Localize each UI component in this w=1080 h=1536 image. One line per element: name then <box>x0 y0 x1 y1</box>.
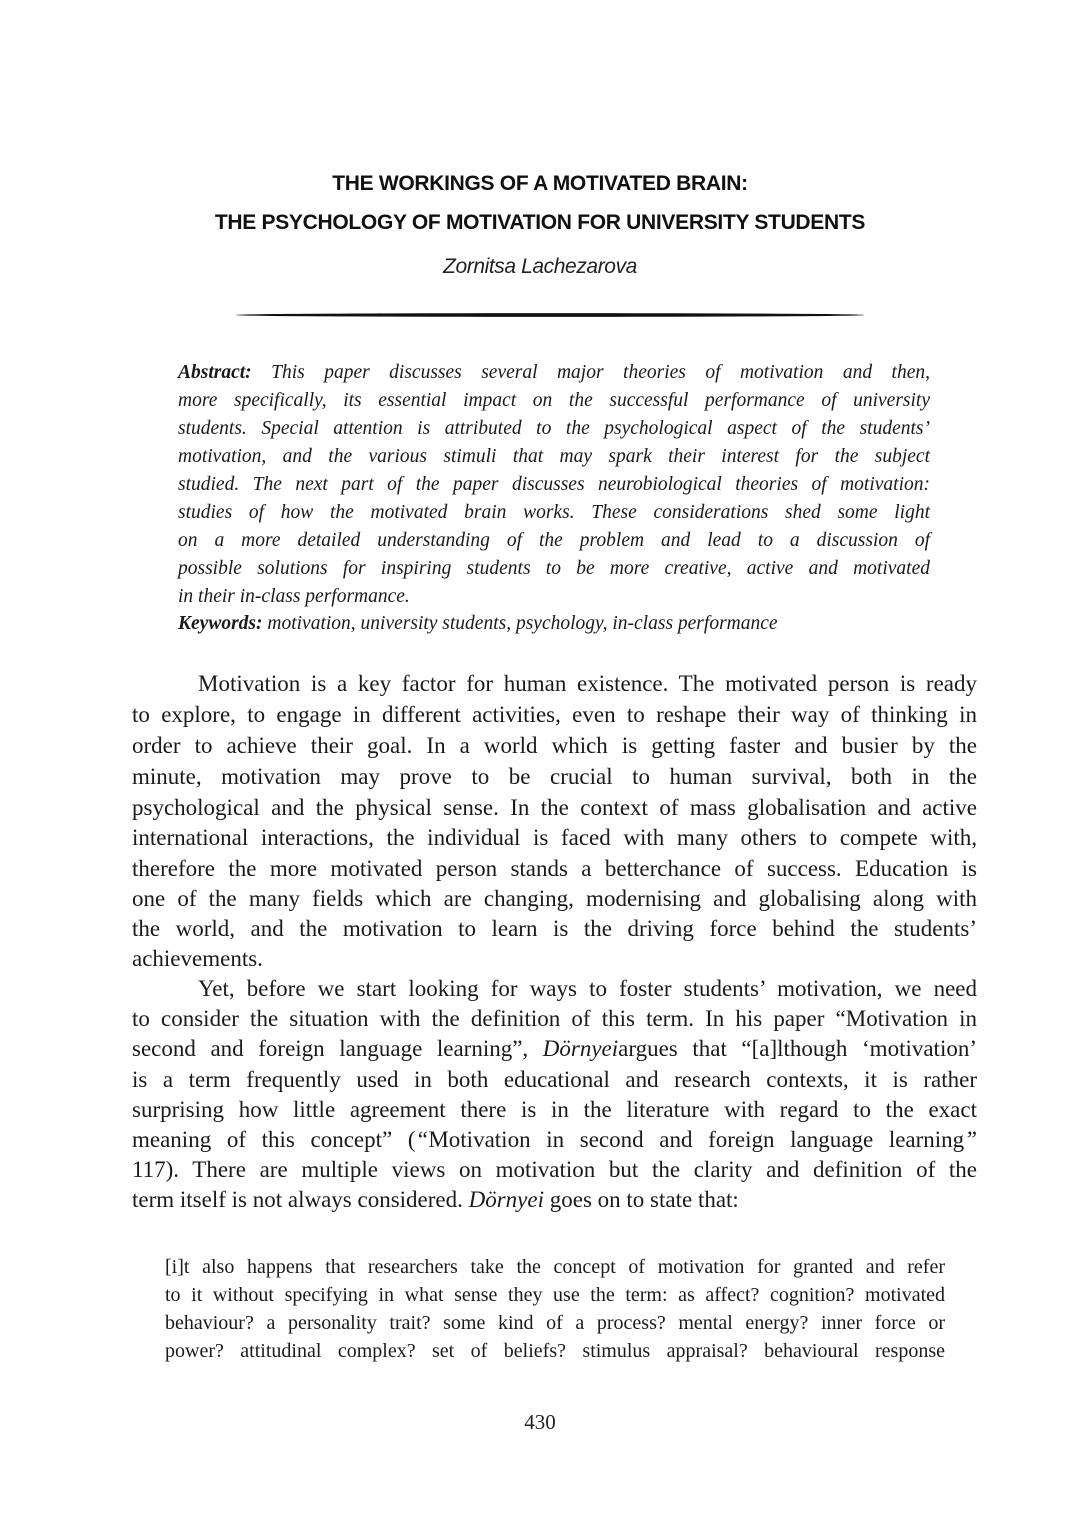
body-line: second and foreign language learning”, Dörnyeiargues that “[a]lthough ‘motivation’ <box>132 1036 977 1061</box>
body-line: Motivation is a key factor for human existence. The motivated person is ready <box>198 671 977 696</box>
abstract-line: motivation, and the various stimuli that may spark their interest for the subject <box>178 446 930 467</box>
cited-work-title: Motivation in second and foreign language learning <box>428 1127 965 1152</box>
body-line: minute, motivation may prove to be crucial to human survival, both in the <box>132 764 977 789</box>
paper-title-line-2: THE PSYCHOLOGY OF MOTIVATION FOR UNIVERSITY STUDENTS <box>214 211 866 234</box>
abstract-line: more specifically, its essential impact on the successful performance of university <box>178 390 930 411</box>
abstract-line: Abstract: This paper discusses several major theories of motivation and then, <box>178 362 930 383</box>
abstract-line: studied. The next part of the paper discusses neurobiological theories of motivation: <box>178 474 930 495</box>
body-line: meaning of this concept” (“Motivation in second and foreign language learning” <box>132 1127 977 1152</box>
body-line: Yet, before we start looking for ways to foster students’ motivation, we need <box>198 976 977 1001</box>
body-line: therefore the more motivated person stands a betterchance of success. Education is <box>132 856 977 881</box>
quote-line: behaviour? a personality trait? some kind of a process? mental energy? inner force or <box>165 1312 945 1334</box>
quote-line: power? attitudinal complex? set of beliefs? stimulus appraisal? behavioural response <box>165 1340 945 1362</box>
paper-title-line-1: THE WORKINGS OF A MOTIVATED BRAIN: <box>332 172 748 195</box>
body-line: to consider the situation with the definition of this term. In his paper “Motivation in <box>132 1006 977 1031</box>
abstract-line: in their in-class performance. <box>178 586 410 607</box>
abstract-line: studies of how the motivated brain works. These considerations shed some light <box>178 502 930 523</box>
title-divider <box>236 313 864 317</box>
body-line: is a term frequently used in both educational and research contexts, it is rather <box>132 1067 977 1092</box>
author-name: Zornitsa Lachezarova <box>443 255 637 278</box>
abstract-line: possible solutions for inspiring students to be more creative, active and motivated <box>178 558 930 579</box>
body-line: to explore, to engage in different activities, even to reshape their way of thinking in <box>132 702 977 727</box>
abstract-label: Abstract: <box>178 362 252 383</box>
quote-line: to it without specifying in what sense they use the term: as affect? cognition? motivated <box>165 1284 945 1306</box>
body-line: psychological and the physical sense. In the context of mass globalisation and active <box>132 795 977 820</box>
abstract-line: students. Special attention is attributed to the psychological aspect of the students’ <box>178 418 930 439</box>
body-line: achievements. <box>132 946 263 971</box>
body-line: surprising how little agreement there is in the literature with regard to the exact <box>132 1097 977 1122</box>
cited-author: Dörnyei <box>542 1036 619 1061</box>
quote-line: [i]t also happens that researchers take the concept of motivation for granted and refer <box>165 1256 945 1278</box>
body-line: 117). There are multiple views on motivation but the clarity and definition of the <box>132 1157 977 1182</box>
body-line: one of the many fields which are changing, modernising and globalising along with <box>132 886 977 911</box>
keywords-line: Keywords: motivation, university students, psychology, in-class performance <box>178 613 778 634</box>
body-line: the world, and the motivation to learn is the driving force behind the students’ <box>132 916 977 941</box>
cited-author: Dörnyei <box>468 1187 544 1212</box>
body-line: international interactions, the individual is faced with many others to compete with, <box>132 825 977 850</box>
body-line: term itself is not always considered. Dörnyei goes on to state that: <box>132 1187 739 1212</box>
page-number: 430 <box>524 1410 556 1434</box>
body-line: order to achieve their goal. In a world which is getting faster and busier by the <box>132 733 977 758</box>
keywords-label: Keywords: <box>178 613 263 634</box>
abstract-line: on a more detailed understanding of the problem and lead to a discussion of <box>178 530 930 551</box>
